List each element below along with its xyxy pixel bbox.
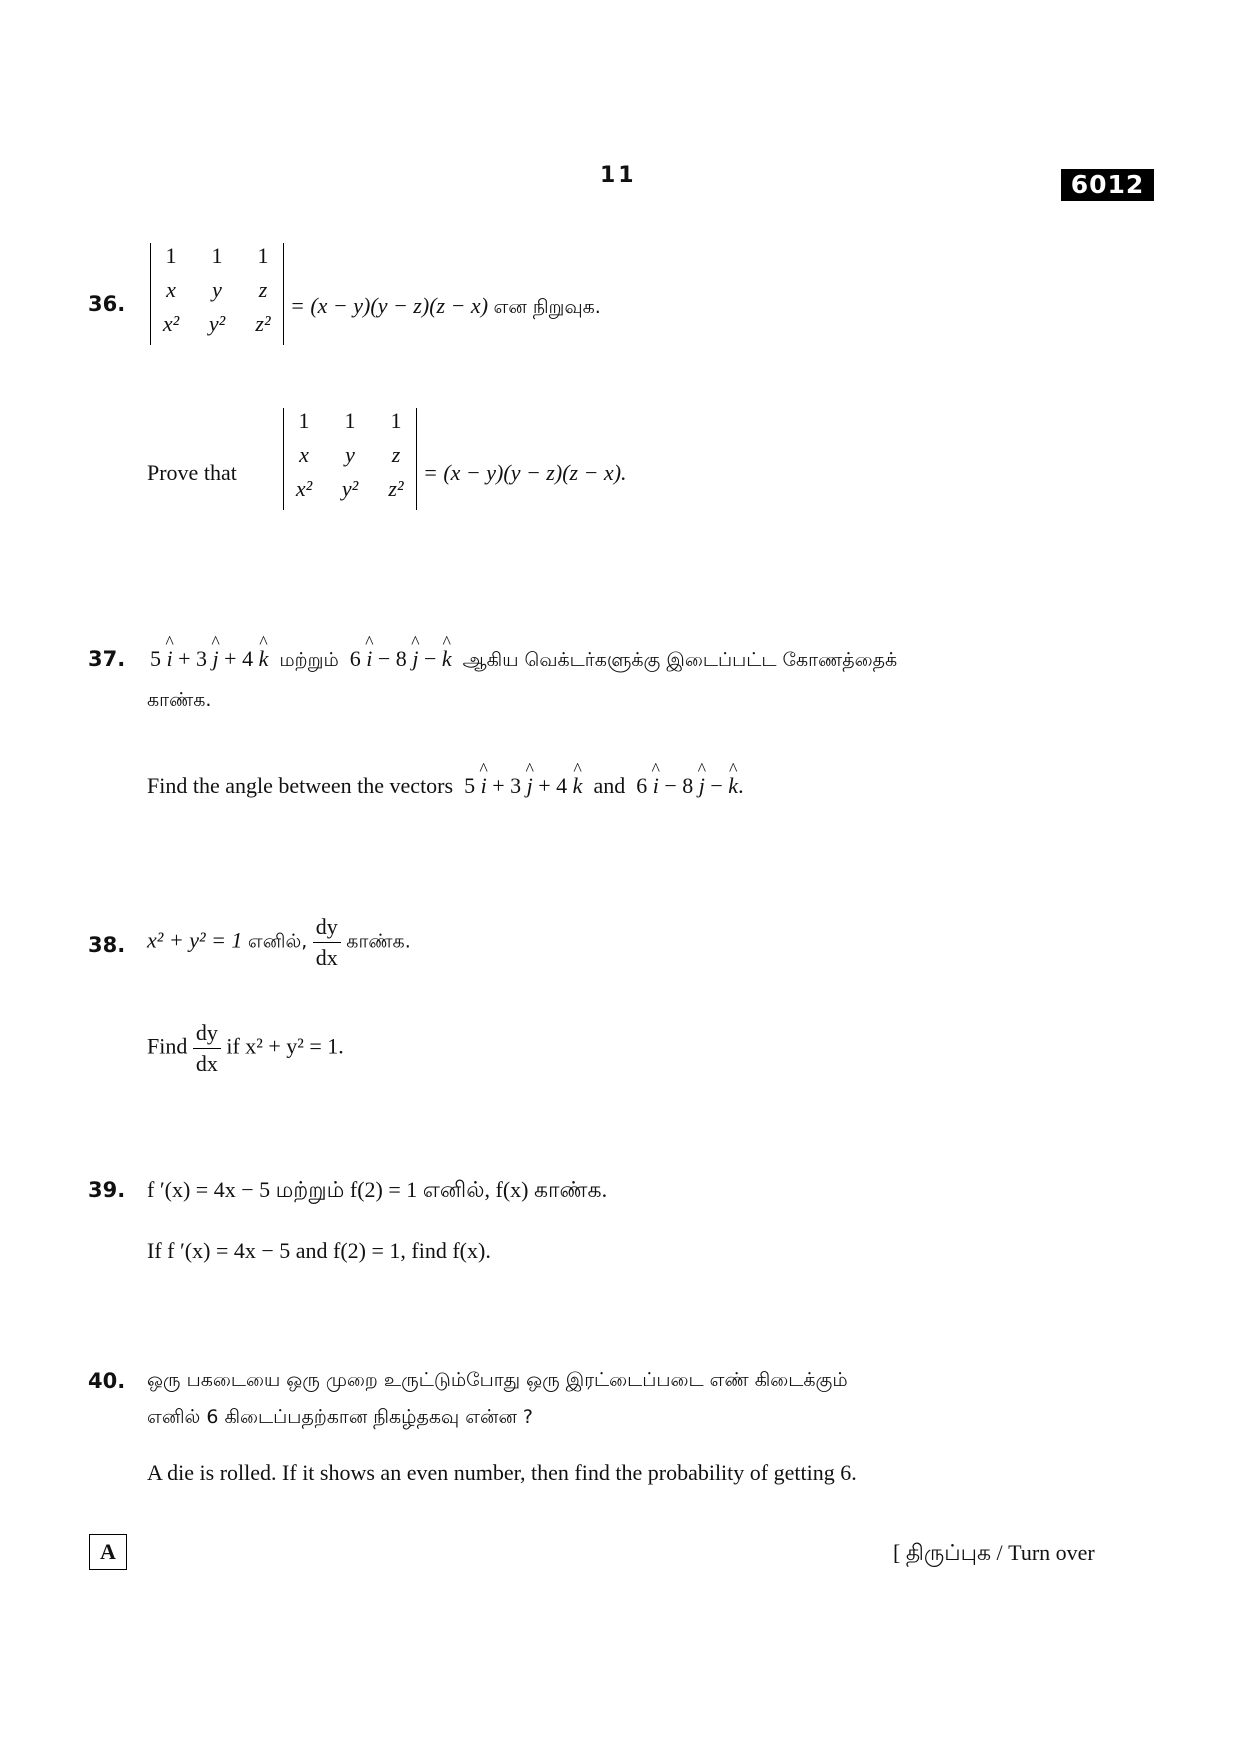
unit-vector-j: ^ j [412,646,418,672]
coef: + 3 [178,646,208,671]
q37-english [147,773,744,799]
det-cell: z [258,277,268,302]
unit-vector-k: ^ k [259,646,269,672]
det-cell: z [391,442,401,467]
numerator: dy [313,912,341,943]
unit-vector-j: ^ j [699,773,705,799]
q39-tamil: f ′(x) = 4x − 5 மற்றும் f(2) = 1 எனில், f(x) காண்க. [147,1177,608,1202]
english-text: Find [147,1033,188,1059]
tamil-text: ஆகிய வெக்டர்களுக்கு இடைப்பட்ட கோணத்தைக் [462,649,898,671]
coef: 6 [349,646,361,671]
det-cell: x² [162,311,180,336]
english-text: if x² + y² = 1. [226,1033,344,1059]
det-cell: y [345,442,355,467]
q40-tamil-line1: ஒரு பகடையை ஒரு முறை உருட்டும்போது ஒரு இரட்டைப்படை எண் கிடைக்கும் [147,1369,848,1391]
q40-english: A die is rolled. If it shows an even number, then find the probability of getting 6. [147,1460,857,1485]
derivative-fraction [313,912,341,973]
question-number-38: 38. [88,933,126,957]
det-cell: 1 [298,408,310,433]
derivative-fraction [193,1018,221,1079]
denominator: dx [195,1051,218,1076]
question-number-37: 37. [88,647,126,671]
unit-vector-i: ^ i [366,646,372,672]
det-cell: x [299,442,309,467]
turn-over-note: [ திருப்புக / Turn over [893,1540,1095,1565]
question-number-39: 39. [88,1178,126,1202]
tamil-text: காண்க. [346,930,411,953]
det-cell: 1 [165,243,177,268]
det-cell: 1 [344,408,356,433]
coef: + 4 [538,773,568,798]
q37-tamil-line1 [150,646,897,674]
version-box: A [89,1534,127,1570]
unit-vector-i: ^ i [653,773,659,799]
q39-english: If f ′(x) = 4x − 5 and f(2) = 1, find f(x). [147,1238,491,1263]
det-cell: 1 [257,243,269,268]
q36-tamil-rhs [290,293,601,321]
coef: − [423,646,437,671]
q37-tamil-line2: காண்க. [147,689,212,711]
coef: − 8 [664,773,694,798]
coef: + 3 [492,773,522,798]
coef: − [710,773,723,798]
q38-english [147,1018,344,1079]
paper-code: 6012 [1061,169,1154,201]
equation: = (x − y)(y − z)(z − x) [290,293,489,318]
unit-vector-k: ^ k [728,773,738,799]
det-cell: 1 [390,408,402,433]
unit-vector-i: ^ i [481,773,487,799]
unit-vector-j: ^ j [527,773,533,799]
question-number-40: 40. [88,1369,126,1393]
question-number-36: 36. [88,292,126,316]
unit-vector-k: ^ k [442,646,452,672]
q38-tamil [147,912,411,973]
unit-vector-i: ^ i [167,646,173,672]
coef: 5 [464,773,476,798]
det-cell: y [212,277,222,302]
coef: − 8 [377,646,407,671]
unit-vector-j: ^ j [213,646,219,672]
coef: 6 [636,773,648,798]
det-cell: 1 [211,243,223,268]
period: . [738,773,744,798]
det-cell: x² [295,476,313,501]
page-number: 11 [600,163,637,188]
q40-tamil-line2: எனில் 6 கிடைப்பதற்கான நிகழ்தகவு என்ன ? [147,1406,534,1428]
determinant-tamil [150,243,284,345]
q36-english-prefix: Prove that [147,460,237,485]
coef: 5 [150,646,161,671]
coef: + 4 [224,646,254,671]
det-cell: x [166,277,176,302]
det-cell: z² [255,311,271,336]
english-text: Find the angle between the vectors [147,773,454,798]
numerator: dy [193,1018,221,1049]
tamil-text: எனில், [247,930,308,953]
det-cell: z² [388,476,404,501]
english-text: and [593,773,626,798]
unit-vector-k: ^ k [573,773,583,799]
tamil-text: என நிறுவுக. [493,296,601,318]
tamil-text: மற்றும் [279,649,339,671]
determinant-english [283,408,417,510]
q36-english-rhs: = (x − y)(y − z)(z − x). [423,460,627,485]
det-cell: y² [208,311,226,336]
denominator: dx [315,945,338,970]
det-cell: y² [341,476,359,501]
equation: x² + y² = 1 [147,927,243,953]
